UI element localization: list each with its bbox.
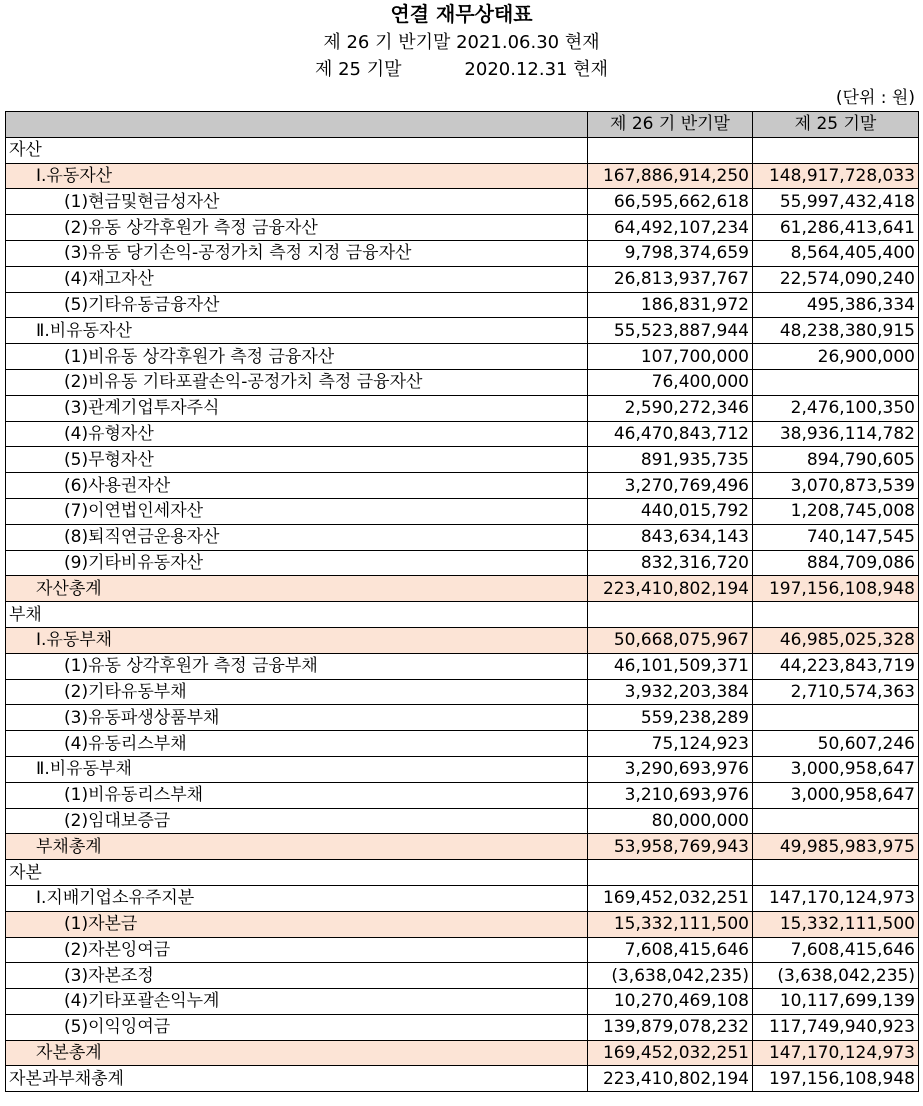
table-row (6, 473, 919, 499)
table-row (6, 782, 919, 808)
current-period-value: 3,932,203,384 (588, 679, 753, 705)
table-body (6, 137, 919, 1091)
prior-period-value: 884,709,086 (753, 550, 919, 576)
current-period-value: 50,668,075,967 (588, 627, 753, 653)
table-row (6, 189, 919, 215)
current-period-value (588, 137, 753, 163)
prior-period-value (753, 860, 919, 886)
current-period-value: 832,316,720 (588, 550, 753, 576)
current-period-value: 440,015,792 (588, 498, 753, 524)
prior-period-value: 148,917,728,033 (753, 163, 919, 189)
account-label: (4)기타포괄손익누계 (6, 989, 588, 1015)
prior-period-value: 894,790,605 (753, 447, 919, 473)
account-label: (9)기타비유동자산 (6, 550, 588, 576)
table-row (6, 834, 919, 860)
current-period-value: 3,210,693,976 (588, 782, 753, 808)
table-row (6, 240, 919, 266)
prior-period-value: 147,170,124,973 (753, 885, 919, 911)
account-label: (7)이연법인세자산 (6, 498, 588, 524)
table-row (6, 1014, 919, 1040)
table-row (6, 421, 919, 447)
prior-period-value: 49,985,983,975 (753, 834, 919, 860)
prior-period-line: 제 25 기말 2020.12.31 현재 (314, 59, 608, 80)
current-period-value: (3,638,042,235) (588, 963, 753, 989)
table-row (6, 524, 919, 550)
table-row (6, 963, 919, 989)
table-row (6, 498, 919, 524)
current-period-value: 3,270,769,496 (588, 473, 753, 499)
table-row (6, 808, 919, 834)
current-period-value: 139,879,078,232 (588, 1014, 753, 1040)
table-row (6, 731, 919, 757)
current-period-value (588, 602, 753, 628)
prior-period-value: 3,000,958,647 (753, 756, 919, 782)
prior-period-value: 7,608,415,646 (753, 937, 919, 963)
prior-period-value (753, 369, 919, 395)
prior-period-value: 46,985,025,328 (753, 627, 919, 653)
table-row (6, 653, 919, 679)
account-label: (2)기타유동부채 (6, 679, 588, 705)
current-period-value: 223,410,802,194 (588, 1066, 753, 1092)
account-label: Ⅱ.비유동자산 (6, 318, 588, 344)
table-row (6, 576, 919, 602)
account-label: 자본과부채총계 (6, 1066, 588, 1092)
prior-period-value: 15,332,111,500 (753, 911, 919, 937)
account-label: (4)유동리스부채 (6, 731, 588, 757)
prior-period-value: 50,607,246 (753, 731, 919, 757)
prior-period-value: 22,574,090,240 (753, 266, 919, 292)
table-row (6, 911, 919, 937)
account-label: (1)비유동 상각후원가 측정 금융자산 (6, 344, 588, 370)
current-period-value: 75,124,923 (588, 731, 753, 757)
prior-period-value (753, 137, 919, 163)
current-period-value (588, 860, 753, 886)
table-row (6, 627, 919, 653)
current-period-value: 15,332,111,500 (588, 911, 753, 937)
current-period-value: 53,958,769,943 (588, 834, 753, 860)
current-period-line: 제 26 기 반기말 2021.06.30 현재 (323, 32, 600, 53)
table-row (6, 215, 919, 241)
current-period-value: 76,400,000 (588, 369, 753, 395)
header-row (6, 112, 919, 138)
account-label: Ⅰ.유동자산 (6, 163, 588, 189)
account-label: (5)무형자산 (6, 447, 588, 473)
prior-period-value: 26,900,000 (753, 344, 919, 370)
account-label: 자산 (6, 137, 588, 163)
current-period-value: 167,886,914,250 (588, 163, 753, 189)
prior-period-value: 61,286,413,641 (753, 215, 919, 241)
account-label: (4)재고자산 (6, 266, 588, 292)
current-period-value: 559,238,289 (588, 705, 753, 731)
table-row (6, 318, 919, 344)
table-row (6, 395, 919, 421)
prior-period-value: 197,156,108,948 (753, 576, 919, 602)
prior-period-value: 44,223,843,719 (753, 653, 919, 679)
table-row (6, 1066, 919, 1092)
current-period-value: 80,000,000 (588, 808, 753, 834)
account-label: (3)유동 당기손익-공정가치 측정 지정 금융자산 (6, 240, 588, 266)
current-period-value: 843,634,143 (588, 524, 753, 550)
account-label: (1)자본금 (6, 911, 588, 937)
prior-period-value: 55,997,432,418 (753, 189, 919, 215)
current-period-value: 169,452,032,251 (588, 1040, 753, 1066)
current-period-value: 55,523,887,944 (588, 318, 753, 344)
table-row (6, 266, 919, 292)
prior-period-value: 1,208,745,008 (753, 498, 919, 524)
current-period-value: 46,101,509,371 (588, 653, 753, 679)
account-label: (1)유동 상각후원가 측정 금융부채 (6, 653, 588, 679)
prior-period-value: 495,386,334 (753, 292, 919, 318)
unit-label: (단위 : 원) (835, 88, 915, 108)
prior-period-value: 197,156,108,948 (753, 1066, 919, 1092)
header-current-period: 제 26 기 반기말 (588, 112, 753, 138)
current-period-value: 9,798,374,659 (588, 240, 753, 266)
table-row (6, 860, 919, 886)
table-row (6, 989, 919, 1015)
prior-period-value: (3,638,042,235) (753, 963, 919, 989)
prior-period-value: 38,936,114,782 (753, 421, 919, 447)
table-row (6, 137, 919, 163)
account-label: (5)이익잉여금 (6, 1014, 588, 1040)
prior-period-value: 2,476,100,350 (753, 395, 919, 421)
table-row (6, 447, 919, 473)
account-label: 부채 (6, 602, 588, 628)
table-row (6, 1040, 919, 1066)
prior-period-value: 117,749,940,923 (753, 1014, 919, 1040)
account-label: (2)비유동 기타포괄손익-공정가치 측정 금융자산 (6, 369, 588, 395)
account-label: (1)비유동리스부채 (6, 782, 588, 808)
account-label: (8)퇴직연금운용자산 (6, 524, 588, 550)
account-label: (1)현금및현금성자산 (6, 189, 588, 215)
table-row (6, 679, 919, 705)
account-label: (3)자본조정 (6, 963, 588, 989)
account-label: (3)관계기업투자주식 (6, 395, 588, 421)
table-row (6, 885, 919, 911)
current-period-value: 64,492,107,234 (588, 215, 753, 241)
balance-sheet-table (5, 111, 919, 1092)
account-label: 자산총계 (6, 576, 588, 602)
table-row (6, 163, 919, 189)
current-period-value: 2,590,272,346 (588, 395, 753, 421)
prior-period-value: 8,564,405,400 (753, 240, 919, 266)
prior-period-value (753, 602, 919, 628)
account-label: (2)자본잉여금 (6, 937, 588, 963)
prior-period-value: 48,238,380,915 (753, 318, 919, 344)
prior-period-value (753, 705, 919, 731)
table-row (6, 937, 919, 963)
table-row (6, 756, 919, 782)
current-period-value: 3,290,693,976 (588, 756, 753, 782)
prior-period-value: 740,147,545 (753, 524, 919, 550)
account-label: Ⅰ.유동부채 (6, 627, 588, 653)
account-label: (4)유형자산 (6, 421, 588, 447)
current-period-value: 26,813,937,767 (588, 266, 753, 292)
account-label: (5)기타유동금융자산 (6, 292, 588, 318)
current-period-value: 107,700,000 (588, 344, 753, 370)
prior-period-value: 3,070,873,539 (753, 473, 919, 499)
current-period-value: 7,608,415,646 (588, 937, 753, 963)
current-period-value: 169,452,032,251 (588, 885, 753, 911)
current-period-value: 46,470,843,712 (588, 421, 753, 447)
current-period-value: 10,270,469,108 (588, 989, 753, 1015)
current-period-value: 223,410,802,194 (588, 576, 753, 602)
prior-period-value: 147,170,124,973 (753, 1040, 919, 1066)
table-row (6, 602, 919, 628)
account-label: (2)임대보증금 (6, 808, 588, 834)
table-row (6, 705, 919, 731)
table-row (6, 292, 919, 318)
table-row (6, 550, 919, 576)
prior-period-value (753, 808, 919, 834)
account-label: 자본총계 (6, 1040, 588, 1066)
account-label: (2)유동 상각후원가 측정 금융자산 (6, 215, 588, 241)
header-account (6, 112, 588, 138)
header-prior-period: 제 25 기말 (753, 112, 919, 138)
account-label: Ⅰ.지배기업소유주지분 (6, 885, 588, 911)
prior-period-value: 10,117,699,139 (753, 989, 919, 1015)
account-label: 부채총계 (6, 834, 588, 860)
prior-period-value: 2,710,574,363 (753, 679, 919, 705)
account-label: (3)유동파생상품부채 (6, 705, 588, 731)
account-label: (6)사용권자산 (6, 473, 588, 499)
current-period-value: 186,831,972 (588, 292, 753, 318)
table-row (6, 344, 919, 370)
statement-title: 연결 재무상태표 (390, 2, 533, 26)
current-period-value: 66,595,662,618 (588, 189, 753, 215)
account-label: Ⅱ.비유동부채 (6, 756, 588, 782)
table-row (6, 369, 919, 395)
account-label: 자본 (6, 860, 588, 886)
current-period-value: 891,935,735 (588, 447, 753, 473)
prior-period-value: 3,000,958,647 (753, 782, 919, 808)
